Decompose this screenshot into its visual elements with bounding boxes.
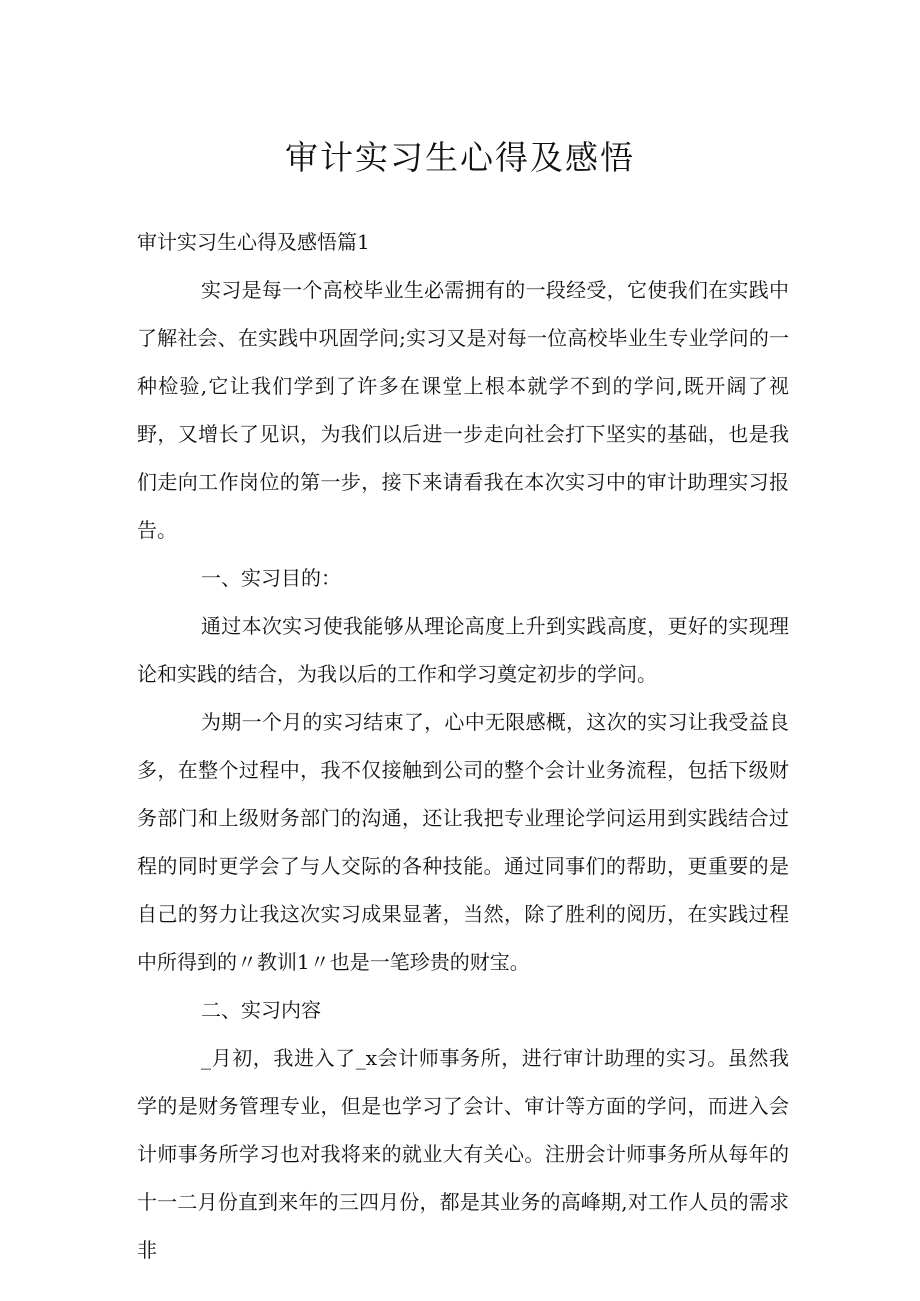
paragraph-intro: 实习是每一个高校毕业生必需拥有的一段经受，它使我们在实践中了解社会、在实践中巩固学问;实习又是对每一位高校毕业生专业学问的一种检验,它让我们学到了许多在课堂上根本就学不到的学问,既开阔了视野，又增长了见识，为我们以后进一步走向社会打下坚实的基础，也是我们走向工作岗位的第一步，接下来请看我在本次实习中的审计助理实习报告。 bbox=[137, 278, 789, 542]
paragraph-content: _月初，我进入了_x会计师事务所，进行审计助理的实习。虽然我学的是财务管理专业，但是也学习了会计、审计等方面的学问，而进入会计师事务所学习也对我将来的就业大有关心。注册会计师事务所从每年的十一二月份直到来年的三四月份，都是其业务的高峰期,对工作人员的需求非 bbox=[137, 1046, 789, 1262]
paragraph-purpose: 通过本次实习使我能够从理论高度上升到实践高度，更好的实现理论和实践的结合，为我以后的工作和学习奠定初步的学问。 bbox=[137, 614, 789, 686]
heading-internship-content: 二、实习内容 bbox=[201, 998, 321, 1022]
document-title: 审计实习生心得及感悟 bbox=[285, 138, 635, 177]
document-body bbox=[137, 218, 789, 1274]
paragraph-reflection: 为期一个月的实习结束了，心中无限感概，这次的实习让我受益良多，在整个过程中，我不仅接触到公司的整个会计业务流程，包括下级财务部门和上级财务部门的沟通，还让我把专业理论学问运用到实践结合过程的同时更学会了与人交际的各种技能。通过同事们的帮助，更重要的是自己的努力让我这次实习成果显著，当然，除了胜利的阅历，在实践过程中所得到的〃教训1〃也是一笔珍贵的财宝。 bbox=[137, 710, 789, 974]
heading-internship-purpose: 一、实习目的： bbox=[201, 566, 341, 590]
section-heading: 审计实习生心得及感悟篇1 bbox=[137, 230, 370, 254]
